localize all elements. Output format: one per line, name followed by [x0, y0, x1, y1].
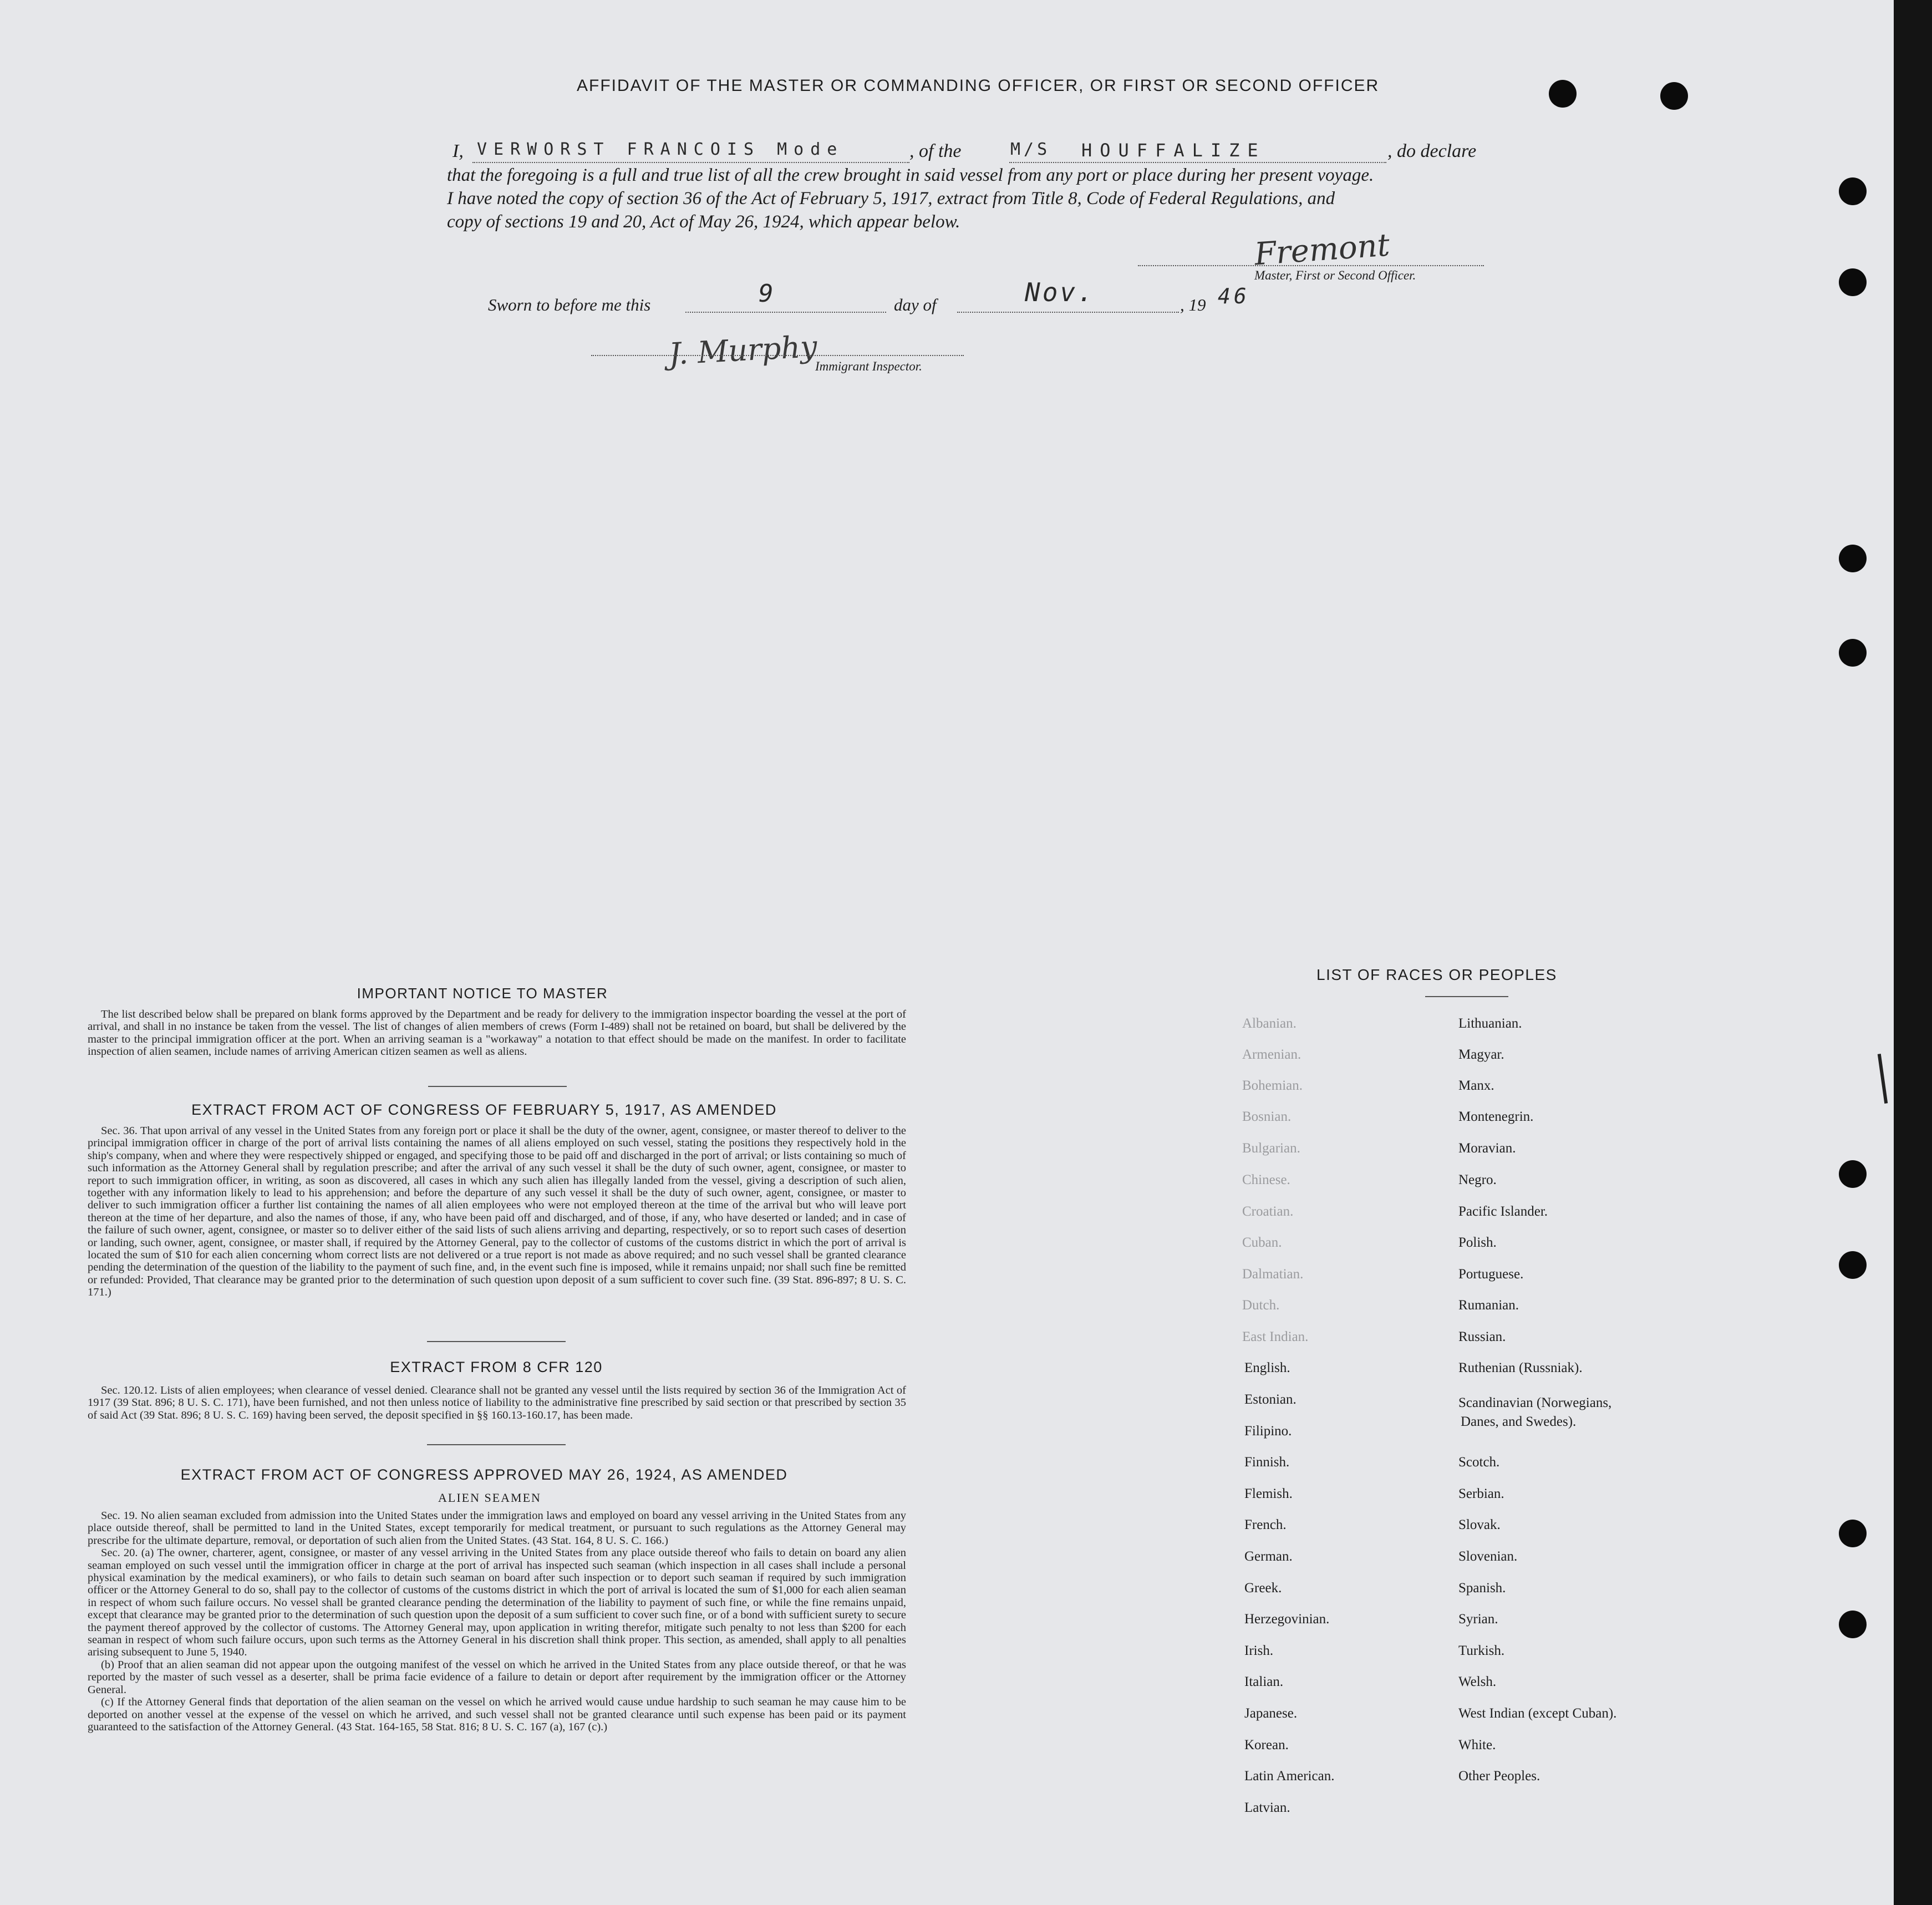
section-divider — [428, 1086, 567, 1087]
master-signature-line — [1138, 265, 1484, 266]
race-item: Latvian. — [1244, 1800, 1290, 1815]
punch-hole — [1839, 177, 1867, 205]
race-item: Other Peoples. — [1458, 1769, 1540, 1784]
affidavit-line-3: I have noted the copy of section 36 of the Act of February 5, 1917, extract from Title 8, Code of Federal Regulations, and — [447, 189, 1335, 209]
affidavit-line-4: copy of sections 19 and 20, Act of May 26, 1924, which appear below. — [447, 212, 960, 232]
vessel-name-line — [1009, 162, 1386, 163]
extract-cfr-body — [88, 1384, 906, 1421]
section-divider — [427, 1444, 566, 1445]
punch-hole — [1839, 639, 1867, 667]
punch-hole — [1839, 1251, 1867, 1279]
race-item: Flemish. — [1244, 1486, 1293, 1501]
race-item: East Indian. — [1242, 1329, 1309, 1344]
race-item: Rumanian. — [1458, 1298, 1519, 1313]
races-title: LIST OF RACES OR PEOPLES — [1316, 966, 1557, 983]
sworn-day: 9 — [759, 280, 777, 308]
race-item: Bohemian. — [1242, 1078, 1303, 1093]
inspector-caption: Immigrant Inspector. — [815, 359, 922, 373]
race-item: Lithuanian. — [1458, 1016, 1522, 1031]
race-item: Bulgarian. — [1242, 1141, 1300, 1156]
race-item: Chinese. — [1242, 1172, 1290, 1187]
race-item: Dalmatian. — [1242, 1267, 1304, 1282]
race-item: Slovak. — [1458, 1517, 1501, 1532]
race-item: Irish. — [1244, 1643, 1274, 1658]
inspector-signature: J. Murphy — [668, 329, 818, 372]
sworn-month: Nov. — [1025, 277, 1095, 307]
master-caption: Master, First or Second Officer. — [1254, 268, 1416, 282]
punch-hole — [1839, 1611, 1867, 1638]
vessel-prefix: M/S — [1010, 140, 1051, 159]
race-item: Dutch. — [1242, 1298, 1280, 1313]
race-item: Croatian. — [1242, 1204, 1294, 1219]
vessel-name: HOUFFALIZE — [1081, 140, 1266, 161]
extract-cfr-paragraph: Sec. 120.12. Lists of alien employees; when clearance of vessel denied. Clearance shall not be granted any vessel until the lists required by section 36 of the Immigration Act of 1917 (39 Stat. 896; 8 U. S. C. 171), have been furnished, and not then unless notice of liability to the administrative fine prescribed by said section or that prescribed by section 35 of said Act (39 Stat. 896; 8 U. S. C. 169) having been served, the deposit specified in §§ 160.13-160.17, has been made. — [88, 1384, 906, 1421]
punch-hole — [1839, 1160, 1867, 1188]
affidavit-line-2: that the foregoing is a full and true list of all the crew brought in said vessel from any port or place during her present voyage. — [447, 165, 1374, 185]
extract-1924-title: EXTRACT FROM ACT OF CONGRESS APPROVED MAY 26, 1924, AS AMENDED — [180, 1466, 788, 1483]
extract-1924-subtitle: ALIEN SEAMEN — [438, 1491, 541, 1505]
sworn-prefix: Sworn to before me this — [488, 295, 651, 314]
race-item: Moravian. — [1458, 1141, 1516, 1156]
day-of: day of — [894, 295, 937, 314]
race-item: Bosnian. — [1242, 1109, 1292, 1124]
extract-1924-sec20b: (b) Proof that an alien seaman did not appear upon the outgoing manifest of the vessel on which he arrived in the United States from any place outside thereof, or that he was reported by the master of such vessel as a deserter, shall be prima facie evidence of a failure to detain or deport after requirement by the immigration officer or the Attorney General. — [88, 1658, 906, 1696]
races-title-rule — [1425, 996, 1508, 997]
race-item: English. — [1244, 1360, 1290, 1375]
race-item: Danes, and Swedes). — [1461, 1414, 1577, 1429]
extract-cfr-title: EXTRACT FROM 8 CFR 120 — [390, 1359, 603, 1375]
extract-1924-sec19: Sec. 19. No alien seaman excluded from admission into the United States under the immigration laws and employed on board any vessel arriving in the United States from any place outside thereof, shall be permitted to land in the United States, except temporarily for medical treatment, or pursuant to such regulations as the Attorney General may prescribe for the ultimate departure, removal, or deportation of such alien from the United States. (43 Stat. 164, 8 U. S. C. 166.) — [88, 1510, 906, 1547]
sworn-day-line — [685, 312, 886, 313]
extract-1924-body — [88, 1510, 906, 1733]
race-item: Turkish. — [1458, 1643, 1505, 1658]
race-item: Negro. — [1458, 1172, 1497, 1187]
race-item: Serbian. — [1458, 1486, 1504, 1501]
extract-1917-paragraph: Sec. 36. That upon arrival of any vessel in the United States from any foreign port or place it shall be the duty of the owner, agent, consignee, or master thereof to deliver to the principal immigration officer in charge of the port of arrival lists containing the names of all aliens employed on such vessel, stating the positions they respectively hold in the ship's company, when and where they were respectively shipped or engaged, and specifying those to be paid off and discharged in the port of arrival; or lists containing so much of such information as the Attorney General shall by regulation prescribe; and after the arrival of any such vessel it shall be the duty of such owner, agent, consignee, or master to report to such immigration officer, in writing, as soon as discovered, all cases in which any such alien has illegally landed from the vessel, giving a description of such alien, together with any information likely to lead to his apprehension; and before the departure of any such vessel it shall be the duty of such owner, agent, consignee, or master to deliver to such immigration officer a further list containing the names of all alien employees who were not employed thereon at the time of the arrival but who will leave port thereon at the time of her departure, and also the names of those, if any, who have been paid off and discharged, and of those, if any, who have deserted or landed; and in case of the failure of such owner, agent, consignee, or master so to deliver either of the said lists of such aliens arriving and departing, respectively, or so to report such cases of desertion or landing, such owner, agent, consignee, or master shall, if required by the Attorney General, pay to the collector of customs of the customs district in which the port of arrival is located the sum of $10 for each alien concerning whom correct lists are not delivered or a true report is not made as above required; and no such vessel shall be granted clearance pending the determination of the question of the liability to the payment of such fine, and, in the event such fine is imposed, while it remains unpaid; nor shall such fine be remitted or refunded: Provided, That clearance may be granted prior to the determination of such question upon deposit of a sum sufficient to cover such fine. (39 Stat. 896-897; 8 U. S. C. 171.) — [88, 1125, 906, 1299]
notice-body — [88, 1008, 906, 1058]
punch-hole — [1839, 545, 1867, 572]
punch-hole — [1839, 1520, 1867, 1547]
race-item: Ruthenian (Russniak). — [1458, 1360, 1583, 1375]
year-suffix: 46 — [1218, 284, 1250, 308]
affidavit-of-the: , of the — [909, 141, 962, 161]
punch-hole — [1549, 80, 1577, 108]
master-signature: Fremont — [1253, 227, 1391, 273]
year-prefix: , 19 — [1180, 295, 1206, 314]
scan-edge — [1894, 0, 1932, 1905]
affidavit-do-declare: , do declare — [1387, 141, 1477, 161]
race-item: Russian. — [1458, 1329, 1506, 1344]
race-item: Finnish. — [1244, 1455, 1290, 1470]
race-item: Portuguese. — [1458, 1267, 1524, 1282]
race-item: Polish. — [1458, 1235, 1497, 1250]
race-item: Korean. — [1244, 1738, 1289, 1752]
race-item: Manx. — [1458, 1078, 1494, 1093]
race-item: Latin American. — [1244, 1769, 1335, 1784]
extract-1924-sec20c: (c) If the Attorney General finds that deportation of the alien seaman on the vessel on which he arrived would cause undue hardship to such seaman he may cause him to be deported on another vessel at the expense of the vessel on which he arrived, and such vessel shall not be granted clearance until such expense has been paid or its payment guaranteed to the satisfaction of the Attorney General. (43 Stat. 164-165, 58 Stat. 816; 8 U. S. C. 167 (a), 167 (c).) — [88, 1696, 906, 1733]
race-item: French. — [1244, 1517, 1287, 1532]
race-item: Syrian. — [1458, 1612, 1498, 1627]
affidavit-title: AFFIDAVIT OF THE MASTER OR COMMANDING OFFICER, OR FIRST OR SECOND OFFICER — [577, 77, 1380, 95]
race-item: Spanish. — [1458, 1581, 1506, 1596]
race-item: Italian. — [1244, 1674, 1284, 1689]
race-item: West Indian (except Cuban). — [1458, 1706, 1617, 1721]
race-item: Magyar. — [1458, 1047, 1504, 1062]
extract-1917-body — [88, 1125, 906, 1299]
notice-paragraph: The list described below shall be prepared on blank forms approved by the Department and be ready for delivery to the immigration inspector boarding the vessel at the port of arrival, and shall in no instance be taken from the vessel. The list of changes of alien members of crews (Form I-489) shall not be retained on board, but shall be delivered by the master to the principal immigration officer at the port. When an arriving seaman is a "workaway" a notation to that effect should be made on the manifest. In order to facilitate inspection of alien seamen, include names of arriving American citizen seamen as well as aliens. — [88, 1008, 906, 1058]
sworn-month-line — [957, 312, 1179, 313]
race-item: Montenegrin. — [1458, 1109, 1534, 1124]
race-item: White. — [1458, 1738, 1496, 1752]
race-item: Estonian. — [1244, 1392, 1297, 1407]
punch-hole — [1660, 82, 1688, 110]
inspector-signature-line — [591, 355, 964, 356]
section-divider — [427, 1341, 566, 1342]
extract-1924-sec20a: Sec. 20. (a) The owner, charterer, agent, consignee, or master of any vessel arriving in the United States from any place outside thereof who fails to detain on board any alien seaman employed on such vessel until the immigration officer in charge at the port of arrival has inspected such seaman (which inspection in all cases shall include a personal physical examination by the medical examiners), or who fails to detain such seaman on board after such inspection or to deport such seaman if required by such immigration officer or the Attorney General to do so, shall pay to the collector of customs of the customs district in which the port of arrival is located the sum of $1,000 for each alien seaman in respect of whom such failure occurs. No vessel shall be granted clearance pending the determination of the liability to payment of such fine, or while the fine remains unpaid, except that clearance may be granted prior to the determination of such question upon the deposit of a sum sufficient to cover such fine, or of a bond with sufficient surety to secure the payment thereof approved by the collector of customs. The Attorney General may, upon application in writing therefor, mitigate such penalty to not less than $200 for each seaman in respect of whom such failure occurs, upon such terms as the Attorney General in his discretion shall think proper. This section, as amended, shall apply to all penalties arising subsequent to June 5, 1940. — [88, 1547, 906, 1659]
race-item: Japanese. — [1244, 1706, 1298, 1721]
race-item: Albanian. — [1242, 1016, 1297, 1031]
race-item: Scotch. — [1458, 1455, 1500, 1470]
race-item: Slovenian. — [1458, 1549, 1518, 1564]
race-item: Armenian. — [1242, 1047, 1301, 1062]
punch-hole — [1839, 268, 1867, 296]
master-name-line — [472, 162, 909, 163]
race-item: Cuban. — [1242, 1235, 1282, 1250]
race-item: Filipino. — [1244, 1424, 1292, 1439]
scan-mark — [1878, 1054, 1888, 1104]
race-item: German. — [1244, 1549, 1293, 1564]
race-item: Welsh. — [1458, 1674, 1497, 1689]
notice-title: IMPORTANT NOTICE TO MASTER — [357, 985, 608, 1002]
affidavit-i-prefix: I, — [453, 141, 464, 161]
race-item: Pacific Islander. — [1458, 1204, 1548, 1219]
race-item: Scandinavian (Norwegians, — [1458, 1395, 1612, 1410]
extract-1917-title: EXTRACT FROM ACT OF CONGRESS OF FEBRUARY 5, 1917, AS AMENDED — [191, 1101, 777, 1118]
race-item: Greek. — [1244, 1581, 1282, 1596]
race-item: Herzegovinian. — [1244, 1612, 1330, 1627]
master-name: VERWORST FRANCOIS Mode — [477, 140, 844, 159]
